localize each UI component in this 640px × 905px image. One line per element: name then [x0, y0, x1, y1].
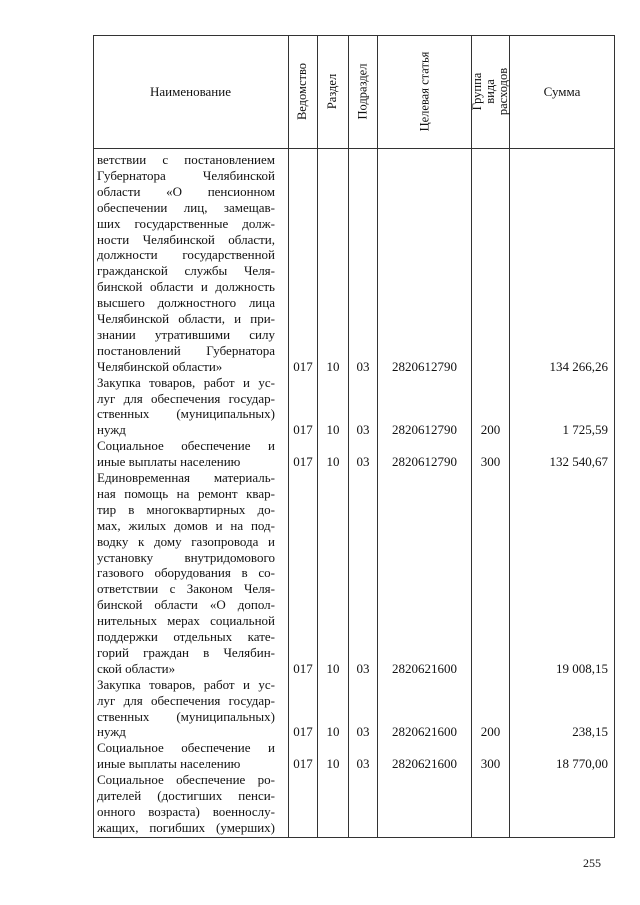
gruppa-cell: 300	[480, 454, 501, 470]
vedomstvo-cell: 017	[293, 756, 313, 772]
table-line	[93, 184, 615, 199]
line-text: ших государственные долж-	[97, 215, 275, 231]
line-text: ответствии с Законом Челя-	[97, 581, 275, 597]
table-line	[93, 486, 615, 501]
line-text: луг для обеспечения государ-	[97, 390, 275, 406]
celevaya-cell: 2820612790	[392, 358, 457, 374]
table-line	[93, 375, 615, 390]
line-text: бинской области «О допол-	[97, 597, 275, 613]
line-text: Социальное обеспечение и	[97, 740, 275, 756]
line-text: Губернатора Челябинской	[97, 167, 275, 183]
podrazdel-cell: 03	[356, 724, 370, 740]
header-gruppa-vida-rashodov: Группа вида расходов	[470, 67, 511, 116]
celevaya-cell: 2820621600	[392, 724, 457, 740]
header-celevaya-statya: Целевая статья	[416, 51, 431, 132]
table-line	[93, 470, 615, 485]
table-line	[93, 550, 615, 565]
razdel-cell: 10	[326, 724, 340, 740]
vedomstvo-cell: 017	[293, 422, 313, 438]
table-line	[93, 454, 615, 469]
table-line	[93, 772, 615, 787]
line-text: луг для обеспечения государ-	[97, 692, 275, 708]
podrazdel-cell: 03	[356, 358, 370, 374]
table-line	[93, 534, 615, 549]
line-text: ная помощь на ремонт квар-	[97, 485, 275, 501]
line-text: дителей (достигших пенси-	[97, 788, 275, 803]
table-line	[93, 804, 615, 819]
line-text: установку внутридомового	[97, 549, 275, 565]
summa-cell: 134 266,26	[549, 358, 608, 374]
line-text: бинской области и должность	[97, 279, 275, 295]
table-line	[93, 327, 615, 342]
celevaya-cell: 2820612790	[392, 422, 457, 438]
table-line	[93, 693, 615, 708]
celevaya-cell: 2820621600	[392, 660, 457, 676]
table-line	[93, 391, 615, 406]
table-line	[93, 232, 615, 247]
gruppa-cell: 200	[480, 724, 501, 740]
line-text: Закупка товаров, работ и ус-	[97, 374, 275, 390]
line-text: Единовременная материаль-	[97, 470, 275, 485]
line-text: гражданской службы Челя-	[97, 263, 275, 279]
table-line	[93, 152, 615, 167]
table-line	[93, 279, 615, 294]
line-text: ственных (муниципальных)	[97, 708, 275, 724]
line-text: Социальное обеспечение и	[97, 438, 275, 454]
table-line	[93, 581, 615, 596]
table-line	[93, 756, 615, 771]
table-line	[93, 343, 615, 358]
table-line	[93, 263, 615, 278]
table-line	[93, 677, 615, 692]
header-divider	[93, 148, 615, 149]
vedomstvo-cell: 017	[293, 660, 313, 676]
page-number: 255	[583, 856, 601, 870]
table-line	[93, 406, 615, 421]
razdel-cell: 10	[326, 756, 340, 772]
line-text: области «О пенсионном	[97, 183, 275, 199]
vedomstvo-cell: 017	[293, 358, 313, 374]
table-line	[93, 613, 615, 628]
vedomstvo-cell: 017	[293, 724, 313, 740]
summa-cell: 132 540,67	[549, 454, 608, 470]
table-line	[93, 740, 615, 755]
celevaya-cell: 2820621600	[392, 756, 457, 772]
line-text: нительных мерах социальной	[97, 613, 275, 629]
line-text: ской области»	[97, 660, 176, 676]
table-line	[93, 422, 615, 437]
table-line	[93, 629, 615, 644]
table-line	[93, 820, 615, 835]
summa-cell: 1 725,59	[562, 422, 608, 438]
razdel-cell: 10	[326, 358, 340, 374]
podrazdel-cell: 03	[356, 454, 370, 470]
line-text: газового оборудования в со-	[97, 565, 275, 581]
line-text: высшего должностного лица	[97, 295, 275, 311]
gruppa-cell: 300	[480, 756, 501, 772]
line-text: жащих, погибших (умерших)	[97, 819, 275, 835]
summa-cell: 238,15	[572, 724, 608, 740]
table-line	[93, 502, 615, 517]
table-line	[93, 788, 615, 803]
line-text: Челябинской области»	[97, 358, 223, 374]
celevaya-cell: 2820612790	[392, 454, 457, 470]
table-line	[93, 709, 615, 724]
line-text: Челябинской области, и при-	[97, 311, 275, 326]
podrazdel-cell: 03	[356, 422, 370, 438]
summa-cell: 19 008,15	[556, 660, 608, 676]
line-text: знании утратившими силу	[97, 326, 275, 342]
table-line	[93, 724, 615, 739]
table-line	[93, 661, 615, 676]
table-line	[93, 295, 615, 310]
line-text: ности Челябинской области,	[97, 231, 275, 247]
header-name: Наименование	[150, 83, 231, 99]
line-text: нужд	[97, 422, 126, 438]
line-text: ветствии с постановлением	[97, 152, 275, 167]
table-line	[93, 645, 615, 660]
summa-cell: 18 770,00	[556, 756, 608, 772]
line-text: постановлений Губернатора	[97, 342, 275, 358]
table-line	[93, 438, 615, 453]
podrazdel-cell: 03	[356, 660, 370, 676]
table-line	[93, 216, 615, 231]
line-text: Социальное обеспечение ро-	[97, 772, 275, 788]
table-line	[93, 597, 615, 612]
razdel-cell: 10	[326, 422, 340, 438]
podrazdel-cell: 03	[356, 756, 370, 772]
table-line	[93, 168, 615, 183]
razdel-cell: 10	[326, 660, 340, 676]
vedomstvo-cell: 017	[293, 454, 313, 470]
line-text: горий граждан в Челябин-	[97, 644, 275, 660]
table-line	[93, 311, 615, 326]
line-text: водку к дому газопровода и	[97, 533, 275, 549]
table-line	[93, 247, 615, 262]
line-text: ственных (муниципальных)	[97, 406, 275, 422]
razdel-cell: 10	[326, 454, 340, 470]
line-text: мах, жилых домов и на под-	[97, 517, 275, 533]
line-text: должности государственной	[97, 247, 275, 263]
budget-table	[93, 35, 615, 838]
header-vedomstvo: Ведомство	[295, 62, 310, 121]
line-text: иные выплаты населению	[97, 454, 241, 470]
table-line	[93, 518, 615, 533]
line-text: иные выплаты населению	[97, 756, 241, 772]
line-text: обеспечении лиц, замещав-	[97, 199, 275, 215]
gruppa-cell: 200	[480, 422, 501, 438]
line-text: тир в многоквартирных до-	[97, 501, 275, 517]
table-line	[93, 565, 615, 580]
header-razdel: Раздел	[325, 73, 340, 110]
line-text: Закупка товаров, работ и ус-	[97, 676, 275, 692]
header-podrazdel: Подраздел	[355, 63, 370, 120]
table-line	[93, 200, 615, 215]
line-text: поддержки отдельных кате-	[97, 629, 275, 644]
line-text: онного возраста) военнослу-	[97, 803, 275, 819]
line-text: нужд	[97, 724, 126, 740]
header-summa: Сумма	[543, 83, 581, 99]
table-line	[93, 359, 615, 374]
